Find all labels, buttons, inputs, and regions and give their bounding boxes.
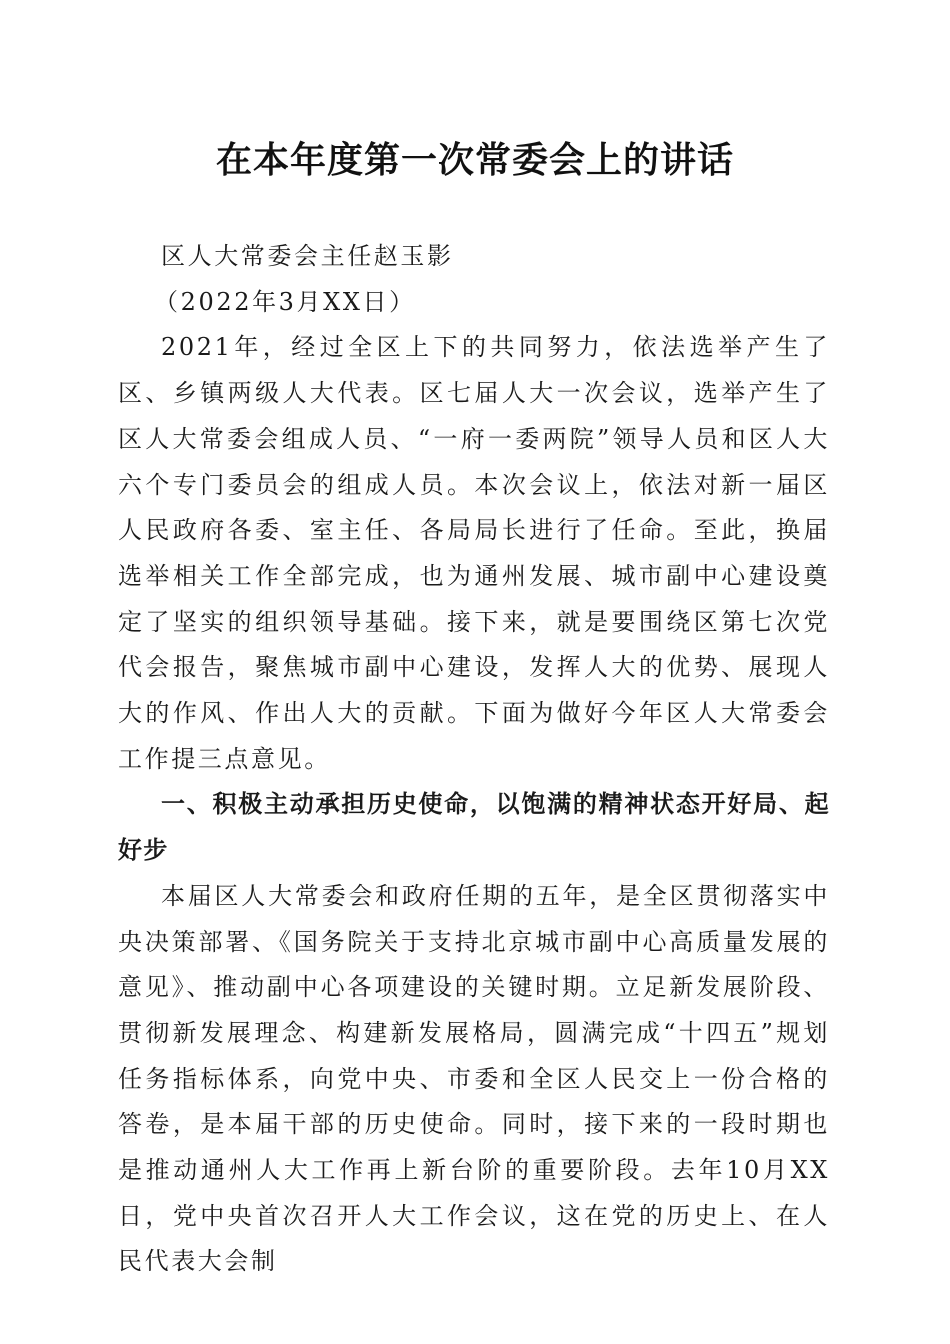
speaker-line: 区人大常委会主任赵玉影 (161, 242, 454, 270)
section-paragraph: 本届区人大常委会和政府任期的五年，是全区贯彻落实中央决策部署、《国务院关于支持北京城市副中心高质量发展的意见》、推动副中心各项建设的关键时期。立足新发展阶段、贯彻新发展理念、构建新发展格局，圆满完成“十四五”规划任务指标体系，向党中央、市委和全区人民交上一份合格的答卷，是本届干部的历史使命。同时，接下来的一段时期也是推动通州人大工作再上新台阶的重要阶段。去年10月XX日，党中央首次召开人大工作会议，这在党的历史上、在人民代表大会制 (118, 881, 830, 1276)
date-line: （2022年3月XX日） (154, 287, 416, 316)
intro-paragraph: 2021年，经过全区上下的共同努力，依法选举产生了区、乡镇两级人大代表。区七届人大一次会议，选举产生了区人大常委会组成人员、“一府一委两院”领导人员和区人大六个专门委员会的组成人员。本次会议上，依法对新一届区人民政府各委、室主任、各局局长进行了任命。至此，换届选举相关工作全部完成，也为通州发展、城市副中心建设奠定了坚实的组织领导基础。接下来，就是要围绕区第七次党代会报告，聚焦城市副中心建设，发挥人大的优势、展现人大的作风、作出人大的贡献。下面为做好今年区人大常委会工作提三点意见。 (118, 333, 830, 773)
document-title: 在本年度第一次常委会上的讲话 (215, 139, 734, 181)
document-body (118, 234, 830, 1285)
section-heading: 一、积极主动承担历史使命，以饱满的精神状态开好局、起好步 (118, 790, 830, 865)
